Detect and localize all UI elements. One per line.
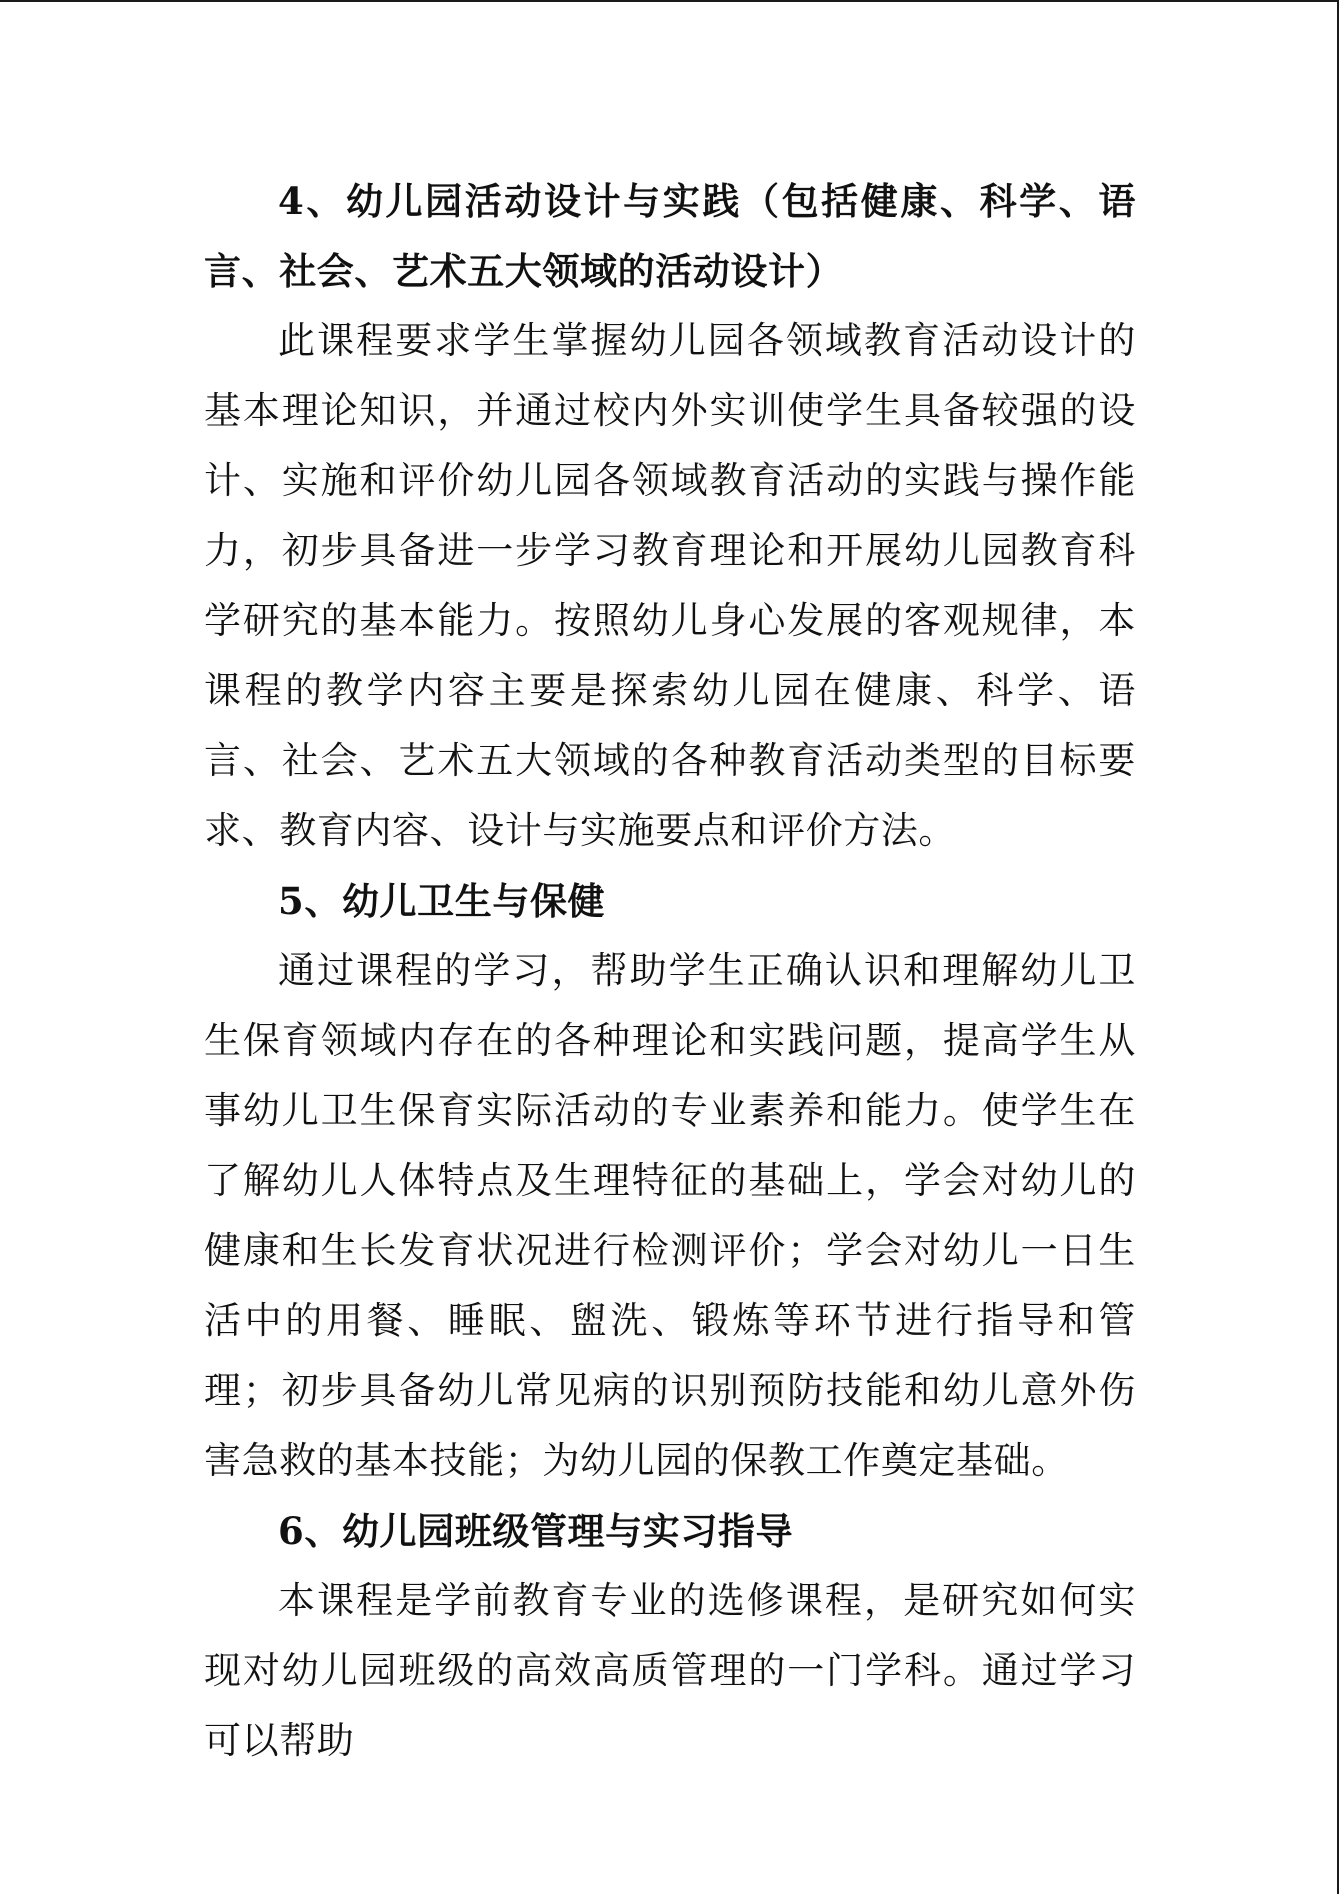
section-paragraph-5: 通过课程的学习，帮助学生正确认识和理解幼儿卫生保育领域内存在的各种理论和实践问题，提高学生从事幼儿卫生保育实际活动的专业素养和能力。使学生在了解幼儿人体特点及生理特征的基础上，学会对幼儿的健康和生长发育状况进行检测评价；学会对幼儿一日生活中的用餐、睡眠、盥洗、锻炼等环节进行指导和管理；初步具备幼儿常见病的识别预防技能和幼儿意外伤害急救的基本技能；为幼儿园的保教工作奠定基础。 [204, 949, 1136, 1482]
section-heading-4: 4、幼儿园活动设计与实践（包括健康、科学、语言、社会、艺术五大领域的活动设计） [204, 179, 1136, 293]
document-body [204, 166, 1136, 1776]
section-paragraph-6: 本课程是学前教育专业的选修课程，是研究如何实现对幼儿园班级的高效高质管理的一门学科。通过学习可以帮助 [204, 1579, 1136, 1762]
section-paragraph-4: 此课程要求学生掌握幼儿园各领域教育活动设计的基本理论知识，并通过校内外实训使学生具备较强的设计、实施和评价幼儿园各领域教育活动的实践与操作能力，初步具备进一步学习教育理论和开展幼儿园教育科学研究的基本能力。按照幼儿身心发展的客观规律，本课程的教学内容主要是探索幼儿园在健康、科学、语言、社会、艺术五大领域的各种教育活动类型的目标要求、教育内容、设计与实施要点和评价方法。 [204, 319, 1136, 852]
section-heading-5: 5、幼儿卫生与保健 [278, 879, 606, 923]
section-heading-6: 6、幼儿园班级管理与实习指导 [278, 1509, 794, 1553]
